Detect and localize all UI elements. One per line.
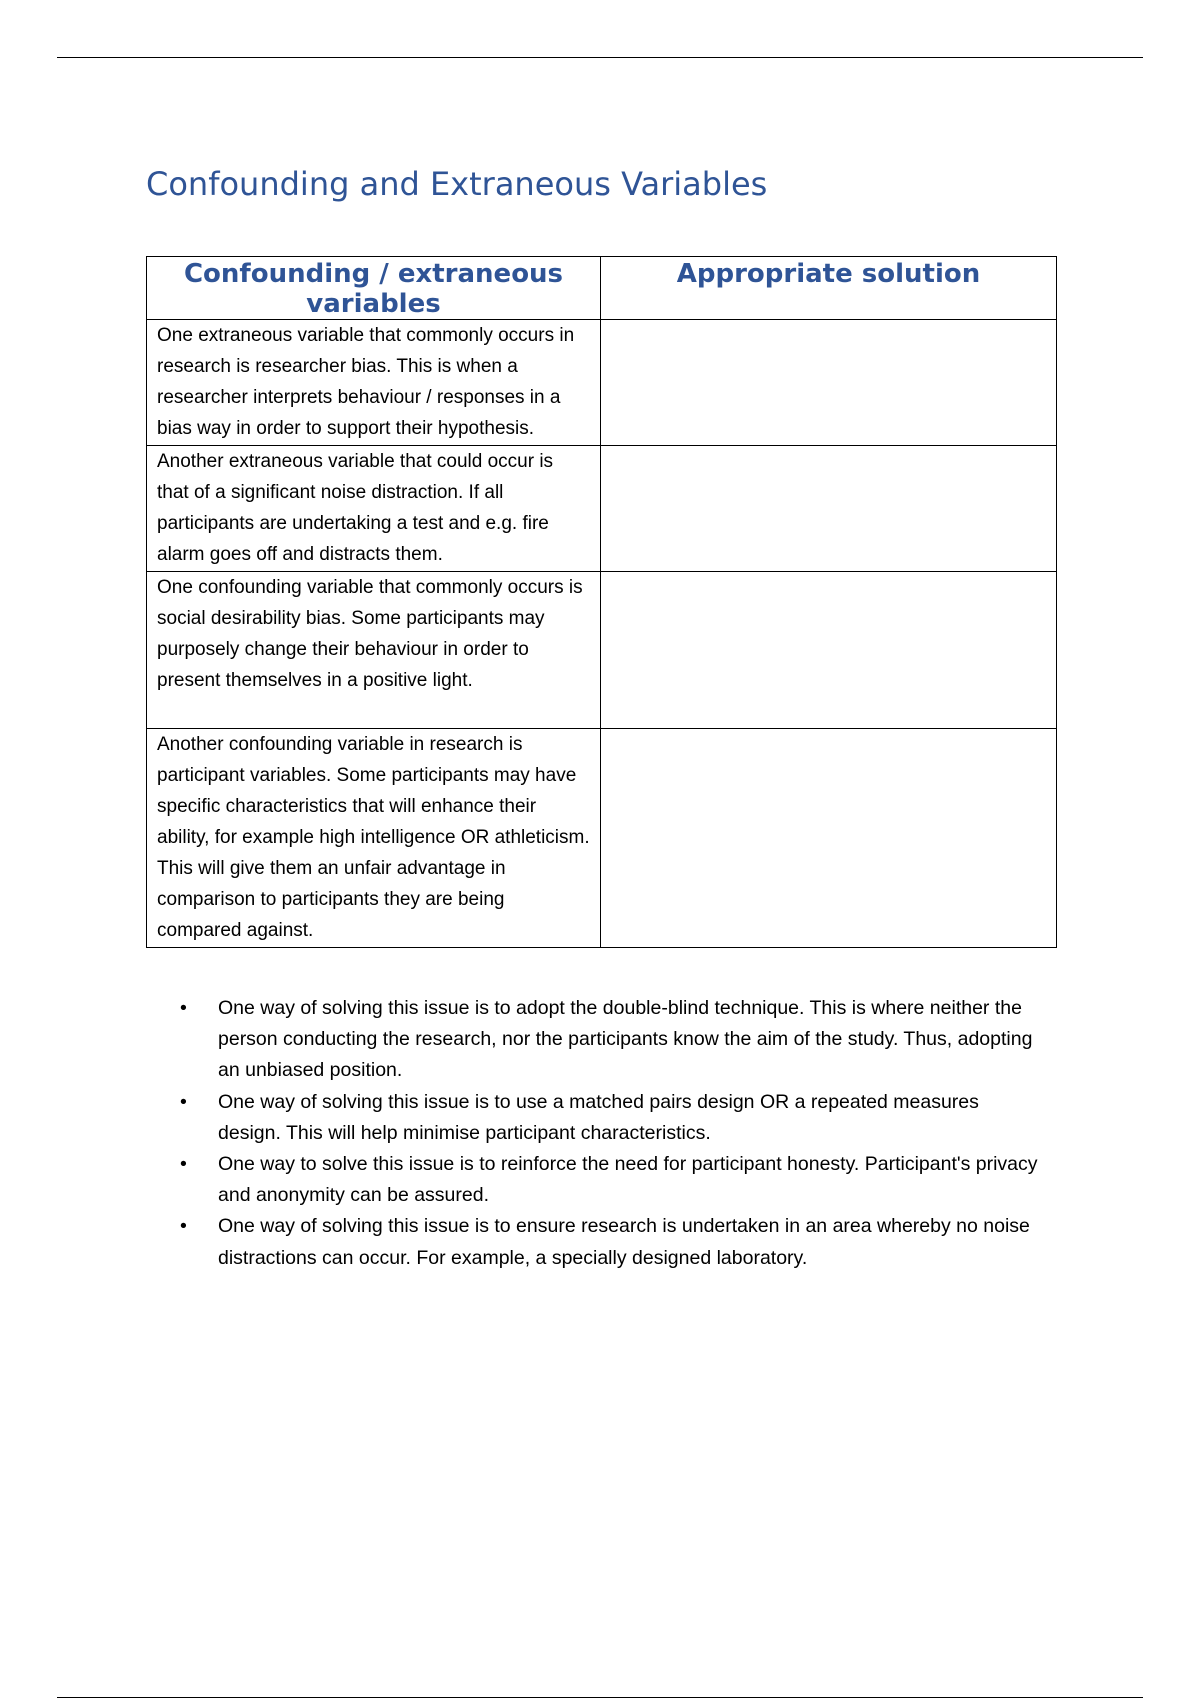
list-item [172,1149,1042,1211]
bullet-icon: • [180,1215,187,1238]
page-bottom-rule [57,1697,1143,1698]
list-item-text: One way of solving this issue is to ensure research is undertaken in an area whereby no noise distractions can occur. For example, a specially designed laboratory. [218,1215,1030,1269]
bullet-icon: • [180,1153,187,1176]
variables-table [146,256,1057,948]
variable-cell: One confounding variable that commonly occurs is social desirability bias. Some participants may purposely change their behaviour in order to present themselves in a positive light. [147,572,601,729]
list-item-text: One way to solve this issue is to reinforce the need for participant honesty. Participant's privacy and anonymity can be assured. [218,1153,1038,1207]
table-row [147,729,1057,948]
solution-cell [601,446,1057,572]
solution-cell [601,729,1057,948]
list-item-text: One way of solving this issue is to use a matched pairs design OR a repeated measures design. This will help minimise participant characteristics. [218,1090,979,1144]
solution-cell [601,320,1057,446]
list-item [172,1211,1042,1273]
variable-cell: Another extraneous variable that could occur is that of a significant noise distraction. If all participants are undertaking a test and e.g. fire alarm goes off and distracts them. [147,446,601,572]
bullet-icon: • [180,997,187,1019]
list-item [172,993,1042,1087]
table-header-row [147,257,1057,320]
list-item [172,1087,1042,1149]
page-title: Confounding and Extraneous Variables [146,165,768,203]
page-top-rule [57,57,1143,58]
header-variables: Confounding / extraneous variables [147,257,601,320]
solution-cell [601,572,1057,729]
table-row [147,446,1057,572]
list-item-text: One way of solving this issue is to adopt the double-blind technique. This is where neither the person conducting the research, nor the participants know the aim of the study. Thus, adopting an unbiased position. [218,997,1033,1082]
variable-cell: Another confounding variable in research is participant variables. Some participants may have specific characteristics that will enhance their ability, for example high intelligence OR athleticism. This will give them an unfair advantage in comparison to participants they are being compared against. [147,729,601,948]
header-solution: Appropriate solution [601,257,1057,320]
table-row [147,320,1057,446]
table-row [147,572,1057,729]
solutions-list [172,993,1042,1274]
bullet-icon: • [180,1090,187,1113]
variable-cell: One extraneous variable that commonly occurs in research is researcher bias. This is when a researcher interprets behaviour / responses in a bias way in order to support their hypothesis. [147,320,601,446]
